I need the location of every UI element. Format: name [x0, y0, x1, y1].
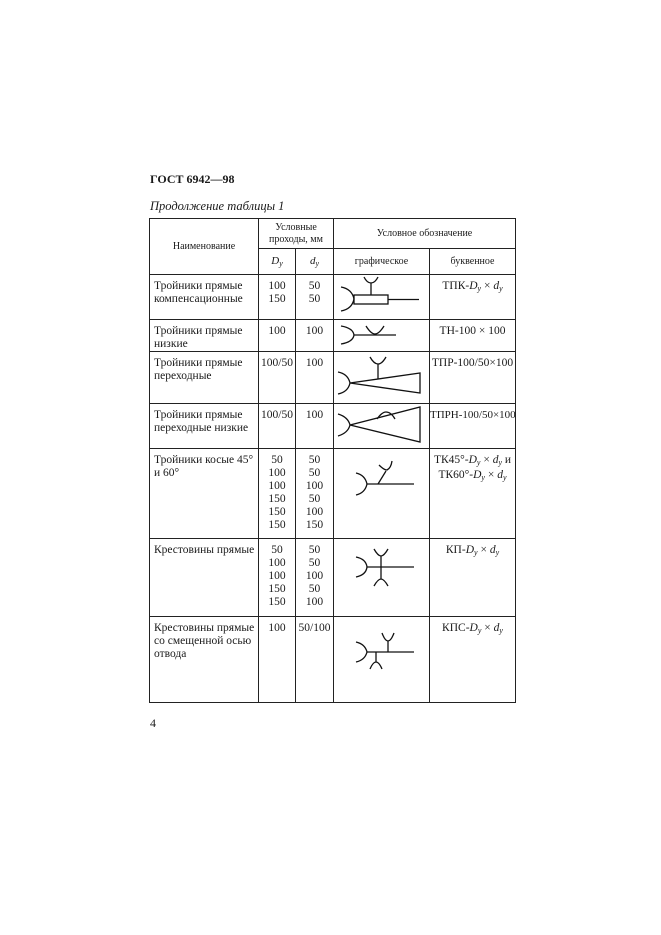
- value: 100: [268, 570, 286, 582]
- code-d: d: [493, 622, 500, 634]
- value: 50: [308, 544, 321, 556]
- row-dy: [296, 449, 334, 539]
- header-Dy-letter: D: [271, 254, 280, 267]
- header-dy-sub: у: [315, 258, 320, 268]
- code-times: ×: [487, 469, 495, 481]
- code-D: D: [469, 280, 478, 292]
- value: 100: [268, 557, 286, 569]
- cross-symbol: [334, 539, 430, 617]
- row-Dy: 100: [259, 320, 296, 352]
- value: 100: [305, 480, 324, 492]
- code-D-sub: у: [481, 473, 485, 482]
- table-row: [150, 320, 516, 352]
- table-row: [150, 539, 516, 617]
- code-D-sub: у: [474, 548, 478, 557]
- value: 100: [305, 506, 324, 518]
- row-letter-code: [430, 617, 516, 703]
- code-line-a: [430, 454, 515, 469]
- header-passages-line1: Условные: [275, 222, 317, 233]
- header-passages: [259, 219, 334, 249]
- header-dy-letter: d: [309, 254, 316, 267]
- header-Dy-sub: у: [279, 258, 283, 268]
- value: 50: [308, 280, 321, 292]
- header-row-1: [150, 219, 516, 249]
- code-times: ×: [480, 544, 487, 556]
- header-dy: [296, 249, 334, 275]
- row-Dy: [259, 539, 296, 617]
- row-graphic: [334, 275, 430, 320]
- low-tee-symbol: [334, 320, 430, 352]
- code-D-sub: у: [477, 626, 482, 635]
- row-Dy: [259, 275, 296, 320]
- code-d: d: [493, 280, 500, 292]
- code-suffix-a: и: [502, 454, 512, 466]
- value: 150: [268, 583, 286, 595]
- reducing-tee-symbol: [334, 352, 430, 404]
- compensating-tee-symbol: [334, 275, 430, 320]
- code-prefix: ТПК-: [442, 280, 470, 292]
- value: 150: [268, 493, 286, 505]
- row-letter-code: [430, 449, 516, 539]
- value: 50: [271, 454, 283, 466]
- code-D-sub: у: [476, 458, 481, 467]
- row-graphic: [334, 617, 430, 703]
- row-dy: [296, 539, 334, 617]
- value: 150: [305, 519, 324, 531]
- header-graphic: графическое: [334, 249, 430, 275]
- row-dy: 100: [296, 320, 334, 352]
- code-d-sub: у: [495, 548, 500, 557]
- value: 50: [308, 467, 321, 479]
- code-d-sub: у: [498, 458, 503, 467]
- value: 100: [268, 280, 286, 292]
- code-d: d: [497, 469, 503, 481]
- fittings-table: [149, 218, 516, 703]
- value: 150: [268, 519, 286, 531]
- code-d: d: [489, 544, 496, 556]
- row-graphic: [334, 539, 430, 617]
- row-Dy: 100/50: [259, 352, 296, 404]
- value: 100: [268, 467, 286, 479]
- row-name: Крестовины прямые со смещенной осью отвода: [150, 617, 259, 703]
- code-times: ×: [483, 280, 491, 292]
- code-D-sub: у: [477, 284, 482, 293]
- value: 50: [308, 583, 321, 595]
- row-graphic: [334, 404, 430, 449]
- code-d-sub: у: [499, 626, 503, 635]
- row-Dy: [259, 449, 296, 539]
- value: 50: [308, 493, 321, 505]
- code-D: D: [468, 454, 477, 466]
- code-D: D: [469, 622, 478, 634]
- code-prefix-b: ТК60°-: [438, 469, 474, 481]
- header-name: Наименование: [150, 219, 259, 275]
- document-code: ГОСТ 6942—98: [150, 172, 235, 186]
- code-d-sub: у: [499, 284, 503, 293]
- value: 100: [268, 480, 286, 492]
- row-Dy: 100/50: [259, 404, 296, 449]
- value: 150: [268, 293, 286, 305]
- value: 50: [308, 557, 321, 569]
- code-line-b: [430, 469, 515, 484]
- row-letter-code: ТН-100 × 100: [430, 320, 516, 352]
- row-name: Тройники прямые низкие: [150, 320, 259, 352]
- code-D: D: [465, 544, 474, 556]
- code-prefix: КПС-: [442, 622, 470, 634]
- code-D: D: [473, 469, 482, 481]
- code-times: ×: [484, 622, 491, 634]
- header-letter: буквенное: [430, 249, 516, 275]
- code-d-sub: у: [502, 473, 507, 482]
- header-designation: Условное обозначение: [334, 219, 516, 249]
- row-dy: 50/100: [296, 617, 334, 703]
- value: 100: [305, 596, 324, 608]
- row-letter-code: [430, 539, 516, 617]
- row-graphic: [334, 449, 430, 539]
- row-name: Тройники прямые переходные: [150, 352, 259, 404]
- header-Dy: [259, 249, 296, 275]
- value: 50: [308, 454, 321, 466]
- row-Dy: 100: [259, 617, 296, 703]
- row-name: Крестовины прямые: [150, 539, 259, 617]
- table-continuation-caption: Продолжение таблицы 1: [150, 199, 285, 213]
- value: 150: [268, 506, 286, 518]
- header-passages-line2: проходы, мм: [269, 233, 323, 245]
- code-prefix-a: ТК45°-: [433, 454, 469, 466]
- code-d: d: [492, 454, 499, 466]
- value: 100: [305, 570, 324, 582]
- row-graphic: [334, 320, 430, 352]
- row-name: Тройники косые 45° и 60°: [150, 449, 259, 539]
- row-dy: 100: [296, 404, 334, 449]
- row-name: Тройники прямые переходные низкие: [150, 404, 259, 449]
- row-dy: 100: [296, 352, 334, 404]
- value: 50: [271, 544, 283, 556]
- row-letter-code: ТПР-100/50×100: [430, 352, 516, 404]
- table-row: [150, 275, 516, 320]
- table-row: [150, 617, 516, 703]
- page-number: 4: [150, 716, 156, 730]
- value: 150: [268, 596, 286, 608]
- table-row: [150, 449, 516, 539]
- row-letter-code: [430, 275, 516, 320]
- offset-cross-symbol: [334, 617, 430, 703]
- row-dy: [296, 275, 334, 320]
- code-times: ×: [483, 454, 490, 466]
- code-prefix: КП-: [445, 544, 466, 556]
- reducing-low-tee-symbol: [334, 404, 430, 449]
- row-letter-code: ТПРН-100/50×100: [430, 404, 516, 449]
- table-row: [150, 404, 516, 449]
- table-row: [150, 352, 516, 404]
- oblique-tee-symbol: [334, 449, 430, 539]
- value: 50: [308, 293, 321, 305]
- row-graphic: [334, 352, 430, 404]
- row-name: Тройники прямые компенсационные: [150, 275, 259, 320]
